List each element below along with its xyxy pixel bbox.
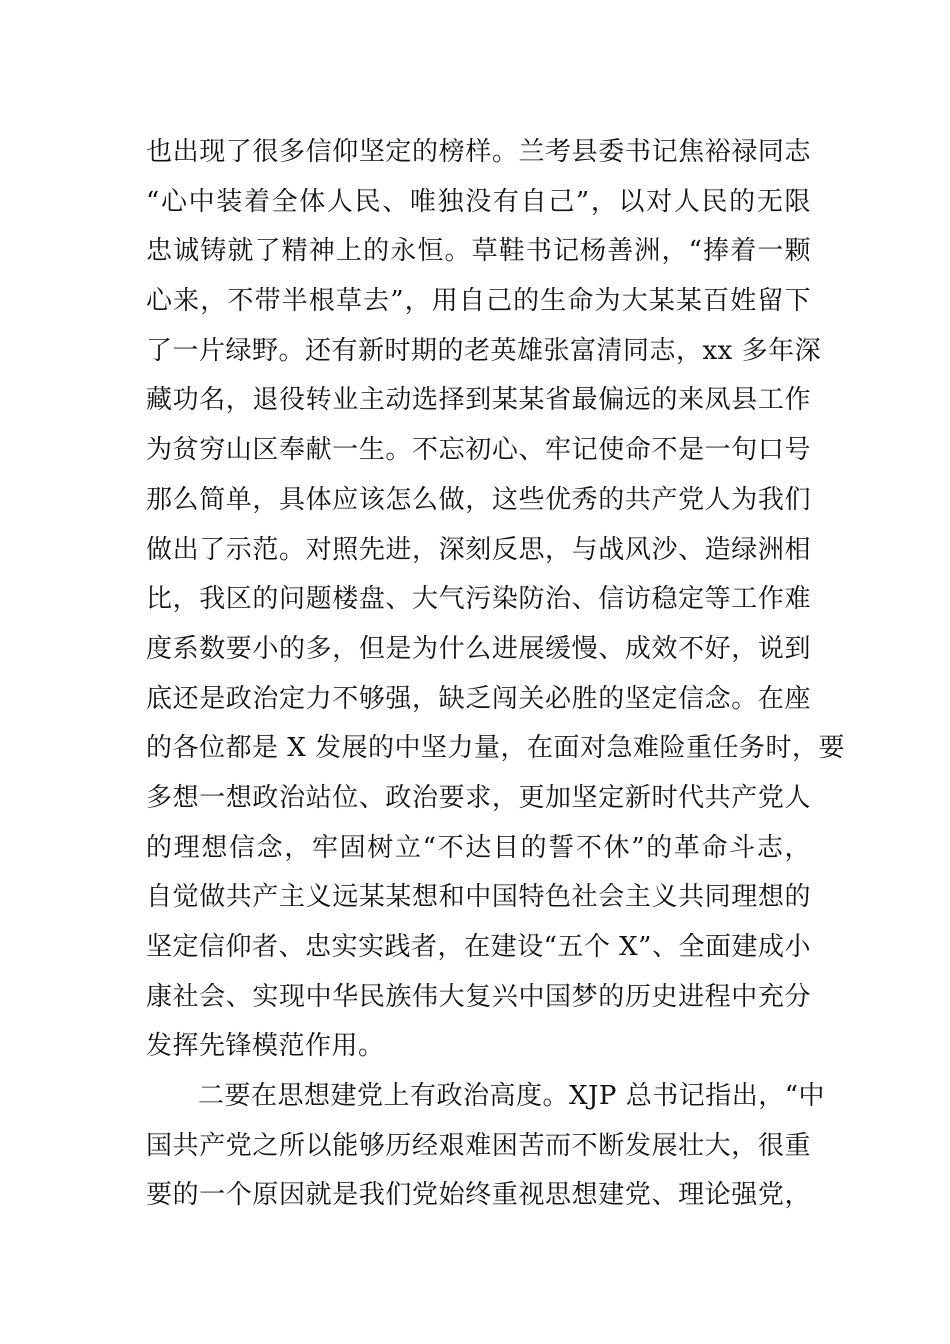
- text-line: 藏功名，退役转业主动选择到某某省最偏远的来凤县工作: [146, 385, 811, 416]
- text-line: 发挥先锋模范作用。: [146, 1031, 385, 1062]
- text-line: 比，我区的问题楼盘、大气污染防治、信访稳定等工作难: [146, 584, 811, 615]
- text-line: 也出现了很多信仰坚定的榜样。兰考县委书记焦裕禄同志: [146, 137, 811, 167]
- text-line: 要的一个原因就是我们党始终重视思想建党、理论强党，: [146, 1180, 811, 1211]
- text-line: 度系数要小的多，但是为什么进展缓慢、成效不好，说到: [146, 633, 811, 664]
- text-line: 的理想信念，牢固树立“不达目的誓不休”的革命斗志，: [146, 832, 811, 863]
- paragraph-1: [146, 128, 846, 1072]
- text-line: 坚定信仰者、忠实实践者，在建设“五个 X”、全面建成小: [146, 932, 811, 962]
- text-line: 的各位都是 X 发展的中坚力量，在面对急难险重任务时，要: [146, 733, 846, 764]
- text-line: 自觉做共产主义远某某想和中国特色社会主义共同理想的: [146, 882, 811, 913]
- text-line: 为贫穷山区奉献一生。不忘初心、牢记使命不是一句口号: [146, 435, 811, 466]
- paragraph-2: [146, 1072, 825, 1221]
- text-line: 二要在思想建党上有政治高度。XJP 总书记指出，“中: [198, 1081, 825, 1112]
- text-line: 忠诚铸就了精神上的永恒。草鞋书记杨善洲，“捧着一颗: [146, 236, 811, 267]
- text-line: 心来，不带半根草去”，用自己的生命为大某某百姓留下: [146, 286, 811, 317]
- text-line: 多想一想政治站位、政治要求，更加坚定新时代共产党人: [146, 782, 811, 813]
- text-line: 了一片绿野。还有新时期的老英雄张富清同志，xx 多年深: [146, 335, 822, 366]
- text-line: 国共产党之所以能够历经艰难困苦而不断发展壮大，很重: [146, 1130, 811, 1161]
- text-line: “心中装着全体人民、唯独没有自己”，以对人民的无限: [146, 186, 811, 217]
- body-text: [146, 128, 846, 1221]
- text-line: 底还是政治定力不够强，缺乏闯关必胜的坚定信念。在座: [146, 683, 811, 714]
- text-line: 做出了示范。对照先进，深刻反思，与战风沙、造绿洲相: [146, 534, 811, 565]
- text-line: 那么简单，具体应该怎么做，这些优秀的共产党人为我们: [146, 484, 811, 515]
- text-line: 康社会、实现中华民族伟大复兴中国梦的历史进程中充分: [146, 981, 811, 1012]
